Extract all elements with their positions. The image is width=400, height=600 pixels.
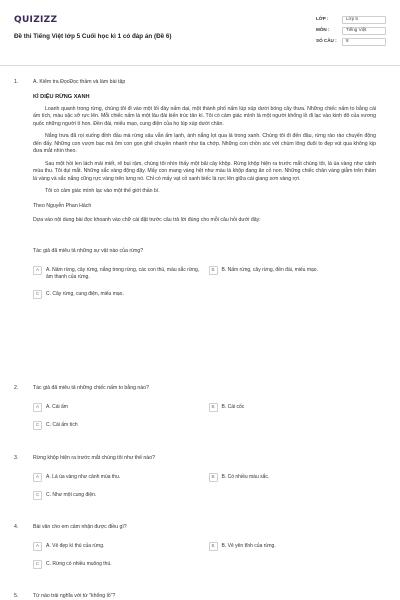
option-letter: C: [33, 491, 42, 500]
header-left: [14, 14, 172, 41]
option-text: B. Vẻ yên tĩnh của rừng.: [221, 543, 276, 550]
option-text: B. Cái cốc: [221, 404, 245, 411]
option-a[interactable]: [33, 266, 201, 282]
meta-row-subject: [316, 25, 386, 36]
meta-info: [316, 14, 386, 47]
meta-row-question-count: [316, 36, 386, 47]
option-letter: B: [209, 542, 218, 551]
question-2: [14, 385, 386, 431]
question-text: Tác giả đã miêu tả những sự vật nào của rừng?: [33, 248, 144, 255]
question-body: [33, 79, 376, 300]
question-body: [33, 524, 376, 570]
option-letter: A: [33, 266, 42, 275]
option-a[interactable]: [33, 473, 201, 483]
answer-options: [33, 403, 376, 431]
option-c[interactable]: [33, 290, 201, 300]
option-text: B. Nấm rừng, cây rừng, đền đài, miếu mạo.: [221, 267, 318, 274]
option-a[interactable]: [33, 542, 201, 552]
question-1: [14, 79, 386, 300]
option-letter: B: [209, 403, 218, 412]
meta-label: SỐ CÂU :: [316, 38, 337, 44]
option-letter: C: [33, 421, 42, 430]
question-body: [33, 593, 376, 600]
passage-title: KÌ DIỆU RỪNG XANH: [33, 93, 90, 100]
option-text: A. Cái ấm: [46, 404, 68, 411]
question-body: [33, 455, 376, 501]
meta-label: LỚP :: [316, 16, 329, 22]
question-4: [14, 524, 386, 570]
answer-options: [33, 542, 376, 570]
option-b[interactable]: [209, 542, 377, 552]
option-text: C. Cây rừng, cung điện, miếu mạo.: [46, 291, 124, 298]
question-text: Từ nào trái nghĩa với từ "khổng lồ"?: [33, 593, 116, 599]
worksheet-header: [14, 14, 386, 64]
passage-paragraph: Loanh quanh trong rừng, chúng tôi đi vào một lối đầy nấm dại, một thành phố nấm lúp xúp dưới bóng cây thưa. Những chiếc nấm to bằng cái ấm tích, màu sặc sỡ rực lên. Mỗi chiếc nấm là một lâu đài kiến trúc tân kì. Tôi có cảm giác mình là một người khổng lồ đi lạc vào kinh đô của vương quốc những người tí hon. Đền đài, miếu mạo, cung điện của họ lúp xúp dưới chân.: [33, 105, 376, 127]
meta-label: MÔN :: [316, 27, 330, 33]
passage-paragraph: Sau một hồi len lách mải miết, rẽ bụi rậm, chúng tôi nhìn thấy một bãi cây khộp. Rừng khộp hiện ra trước mắt chúng tôi, lá úa vàng như cảnh mùa thu. Tôi dụi mắt. Những sắc vàng động đậy. Mấy con mang vàng hệt như màu lá khộp đang ăn cỏ non. Những chiếc chân vàng giẫm trên thảm lá vàng và sắc nắng cũng rực vàng trên lưng nó. Chỉ có mấy vạt cỏ xanh biếc là rực lên giữa cái giang sơn vàng rợi.: [33, 160, 376, 182]
question-5: [14, 593, 386, 600]
option-letter: A: [33, 542, 42, 551]
passage-paragraph: Nắng trưa đã rọi xuống đỉnh đầu mà rừng sâu vẫn ẩm lạnh, ánh nắng lọt qua lá trong xanh. Chúng tôi đi đến đâu, rừng rào rào chuyển động đến đấy. Những con vượn bạc má ôm con gọn ghẽ chuyền nhanh như tia chớp. Những con chồn sóc với chùm lông đuôi to đẹp vút qua không kịp đưa mắt nhìn theo.: [33, 133, 376, 155]
option-c[interactable]: [33, 421, 201, 431]
question-body: [33, 385, 376, 431]
option-text: C. Cái ấm tích: [46, 422, 78, 429]
question-number: 4.: [14, 524, 19, 530]
option-text: A. Nấm rừng, cây rừng, nắng trong rừng, các con thú, màu sắc rừng, âm thanh của rừng.: [46, 267, 200, 281]
option-b[interactable]: [209, 266, 377, 282]
option-b[interactable]: [209, 473, 377, 483]
quizizz-logo: QUIZIZZ: [14, 15, 58, 25]
question-number: 5.: [14, 593, 19, 599]
class-field[interactable]: Lớp 5: [342, 16, 386, 24]
answer-options: [33, 473, 376, 501]
passage-author: Theo Nguyễn Phan Hách: [33, 202, 92, 209]
section-heading: A. Kiểm tra ĐọcĐọc thầm và làm bài tập: [33, 79, 126, 85]
option-letter: B: [209, 266, 218, 275]
option-b[interactable]: [209, 403, 377, 413]
passage-paragraph: Tôi có cảm giác mình lạc vào một thế giới thần bí.: [45, 188, 160, 195]
question-text: Bài văn cho em cảm nhận được điều gì?: [33, 524, 127, 530]
instruction-text: Dựa vào nội dung bài đọc khoanh vào chữ cái đặt trước câu trả lời đúng cho mỗi câu hỏi dưới đây:: [33, 217, 261, 224]
option-text: C. Rừng có nhiều muông thú.: [46, 561, 112, 568]
option-text: B. Có nhiều màu sắc.: [221, 474, 270, 481]
question-number: 1.: [14, 79, 19, 85]
answer-options: [33, 266, 376, 300]
option-letter: A: [33, 403, 42, 412]
option-letter: C: [33, 290, 42, 299]
meta-row-class: [316, 14, 386, 25]
option-text: A. Vẻ đẹp kì thú của rừng.: [46, 543, 105, 550]
option-c[interactable]: [33, 560, 201, 570]
question-number: 2.: [14, 385, 19, 391]
question-text: Tác giả đã miêu tả những chiếc nấm to bằng nào?: [33, 385, 149, 391]
question-text: Rừng khộp hiện ra trước mắt chúng tôi như thế nào?: [33, 455, 155, 461]
worksheet-title: Đề thi Tiếng Việt lớp 5 Cuối học kì 1 có đáp án (Đề 6): [14, 33, 172, 41]
header-divider: [0, 65, 400, 66]
option-c[interactable]: [33, 491, 201, 501]
option-a[interactable]: [33, 403, 201, 413]
option-letter: C: [33, 560, 42, 569]
question-3: [14, 455, 386, 501]
option-text: C. Như một cung điện.: [46, 492, 97, 499]
question-number: 3.: [14, 455, 19, 461]
option-letter: B: [209, 473, 218, 482]
option-text: A. Lá úa vàng như cảnh mùa thu.: [46, 474, 121, 481]
question-count-field[interactable]: 8: [342, 38, 386, 46]
option-letter: A: [33, 473, 42, 482]
subject-field[interactable]: Tiếng Việt: [342, 27, 386, 35]
